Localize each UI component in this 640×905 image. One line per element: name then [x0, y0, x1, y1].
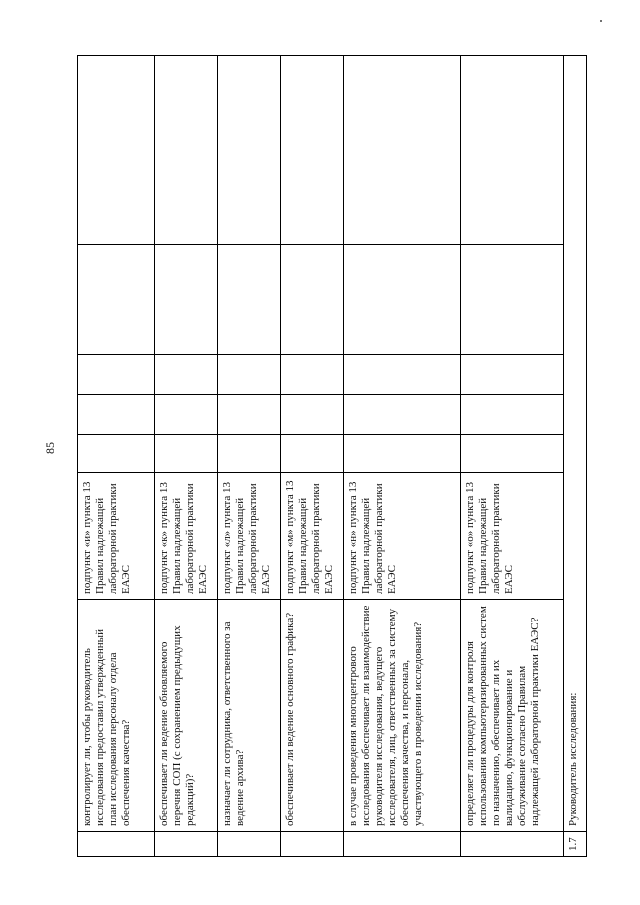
table-row — [78, 56, 155, 856]
answer-no-cell — [78, 394, 154, 434]
reference-cell: подпункт «о» пункта 13 Правил надлежащей лабораторной практики ЕАЭС — [461, 472, 563, 599]
table-row — [155, 56, 218, 856]
answer-yes-cell — [461, 434, 563, 472]
comments-cell — [281, 56, 343, 244]
notes-cell — [78, 244, 154, 354]
comments-cell — [461, 56, 563, 244]
reference-cell: подпункт «к» пункта 13 Правил надлежащей лабораторной практики ЕАЭС — [155, 472, 217, 599]
page-number: 85 — [43, 442, 57, 454]
row-number-cell — [218, 831, 280, 856]
row-number-cell — [344, 831, 460, 856]
reference-cell: подпункт «м» пункта 13 Правил надлежащей лабораторной практики ЕАЭС — [281, 472, 343, 599]
comments-cell — [155, 56, 217, 244]
section-header-row — [564, 56, 586, 856]
question-cell: определяет ли процедуры для контроля использования компьютеризированных систем по назначению, обеспечивает ли их валидацию, функционирование и обслуживание согласно Правилам надлежащей лабораторной практики ЕАЭС? — [461, 599, 563, 831]
answer-na-cell — [281, 354, 343, 394]
row-number-cell — [78, 831, 154, 856]
answer-na-cell — [344, 354, 460, 394]
table-row — [281, 56, 344, 856]
answer-yes-cell — [281, 434, 343, 472]
notes-cell — [218, 244, 280, 354]
answer-yes-cell — [78, 434, 154, 472]
row-number-cell — [281, 831, 343, 856]
question-cell: контролирует ли, чтобы руководитель исследования предоставил утвержденный план исследования персоналу отдела обеспечения качества? — [78, 599, 154, 831]
question-cell: в случае проведения многоцентрового исследования обеспечивает ли взаимодействие руководителя исследования, ведущего исследователя, лиц, ответственных за систему обеспечения качества, и персонала, участвующего в проведении исследования? — [344, 599, 460, 831]
row-number-cell — [461, 831, 563, 856]
comments-cell — [344, 56, 460, 244]
answer-no-cell — [344, 394, 460, 434]
notes-cell — [461, 244, 563, 354]
notes-cell — [155, 244, 217, 354]
answer-na-cell — [218, 354, 280, 394]
scan-speck — [600, 20, 602, 22]
question-cell: назначает ли сотрудника, ответственного за ведение архива? — [218, 599, 280, 831]
answer-yes-cell — [218, 434, 280, 472]
checklist-table — [77, 55, 587, 857]
answer-no-cell — [281, 394, 343, 434]
answer-no-cell — [461, 394, 563, 434]
notes-cell — [344, 244, 460, 354]
comments-cell — [78, 56, 154, 244]
question-cell: обеспечивает ли ведение обновляемого перечня СОП (с сохранением предыдущих редакций)? — [155, 599, 217, 831]
table-row — [461, 56, 564, 856]
answer-yes-cell — [155, 434, 217, 472]
answer-no-cell — [218, 394, 280, 434]
reference-cell: подпункт «и» пункта 13 Правил надлежащей лабораторной практики ЕАЭС — [78, 472, 154, 599]
answer-na-cell — [78, 354, 154, 394]
answer-yes-cell — [344, 434, 460, 472]
section-number: 1.7 — [564, 831, 586, 856]
table-row — [218, 56, 281, 856]
comments-cell — [218, 56, 280, 244]
row-number-cell — [155, 831, 217, 856]
reference-cell: подпункт «н» пункта 13 Правил надлежащей лабораторной практики ЕАЭС — [344, 472, 460, 599]
answer-na-cell — [461, 354, 563, 394]
table-row — [344, 56, 461, 856]
section-title: Руководитель исследования: — [567, 692, 579, 826]
answer-no-cell — [155, 394, 217, 434]
reference-cell: подпункт «л» пункта 13 Правил надлежащей лабораторной практики ЕАЭС — [218, 472, 280, 599]
question-cell: обеспечивает ли ведение основного графика? — [281, 599, 343, 831]
notes-cell — [281, 244, 343, 354]
answer-na-cell — [155, 354, 217, 394]
